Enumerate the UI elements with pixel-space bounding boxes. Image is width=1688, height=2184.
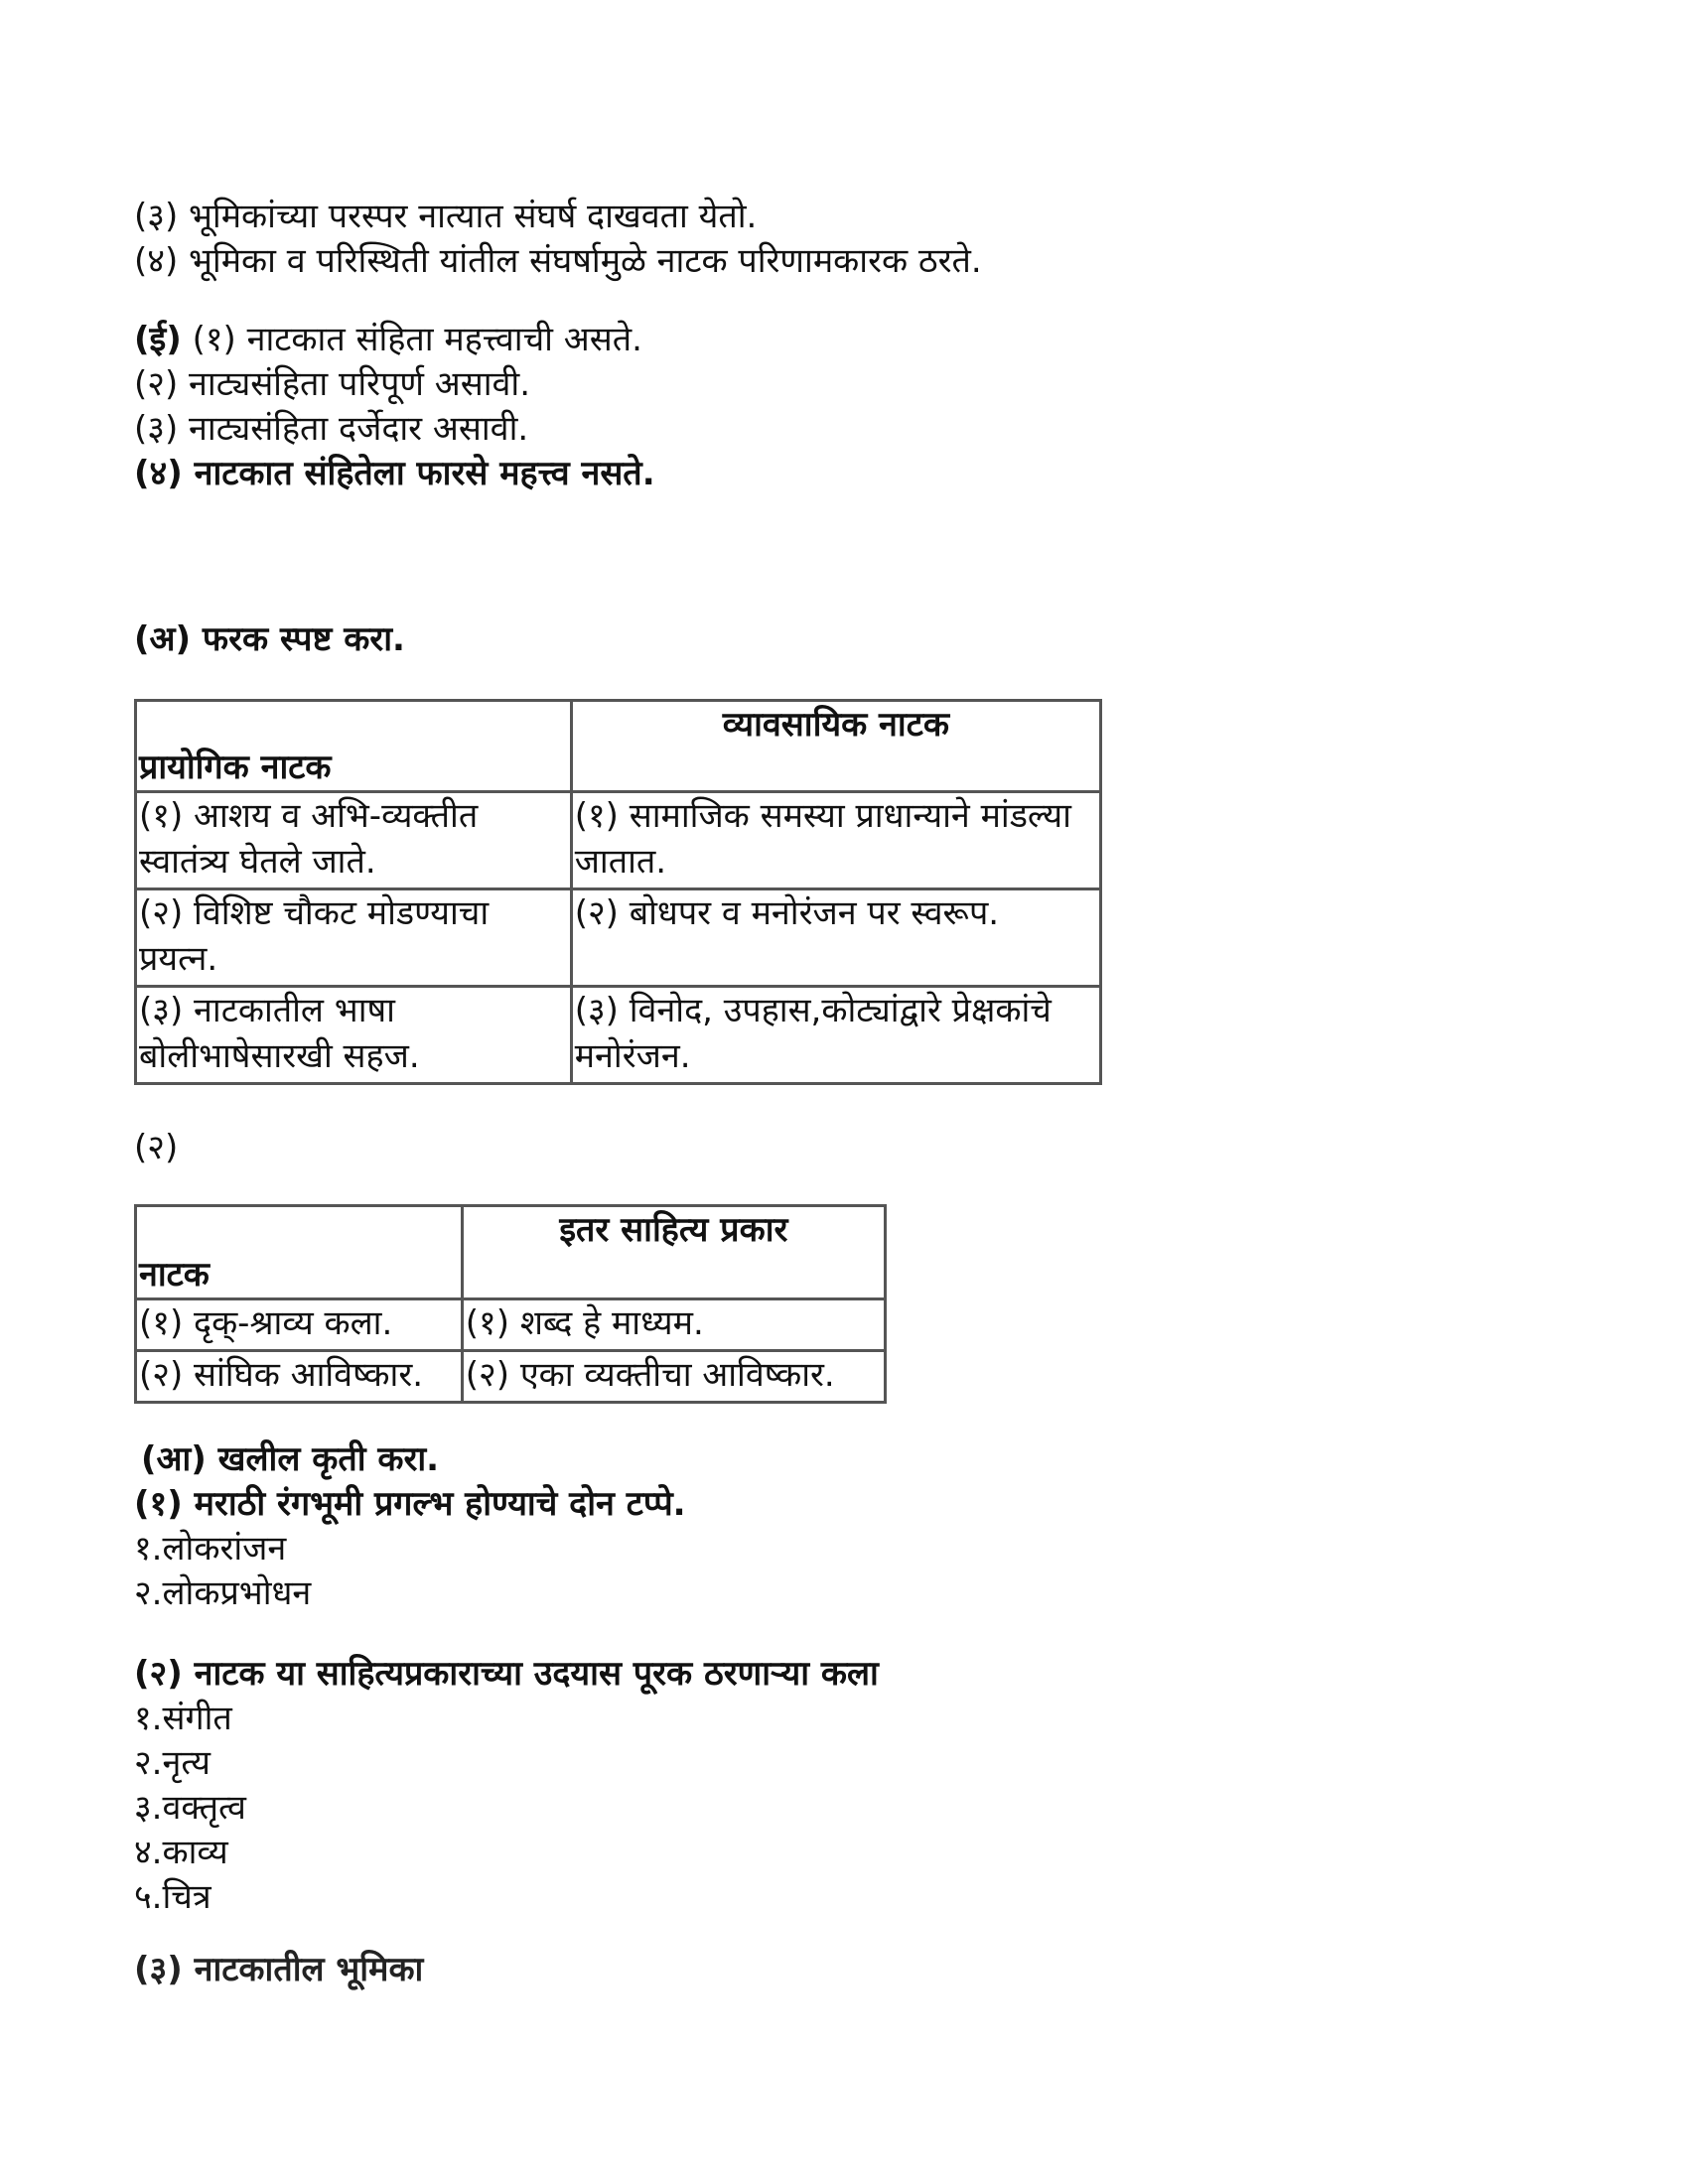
- table-header-row: [136, 1206, 886, 1299]
- q1-title: (१) मराठी रंगभूमी प्रगल्भ होण्याचे दोन टप्पे.: [134, 1484, 686, 1524]
- table-cell: (३) नाटकातील भाषा बोलीभाषेसारखी सहज.: [136, 987, 572, 1084]
- table-cell: (२) एका व्यक्तीचा आविष्कार.: [462, 1351, 885, 1403]
- table-row: [136, 889, 1101, 987]
- intro-line: (३) भूमिकांच्या परस्पर नात्यात संघर्ष दाखवता येतो.: [134, 197, 758, 236]
- section-i-first: (१) नाटकात संहिता महत्त्वाची असते.: [192, 320, 642, 359]
- table-cell: (३) विनोद, उपहास,कोट्यांद्वारे प्रेक्षकांचे मनोरंजन.: [571, 987, 1100, 1084]
- cut-off-text: (३) नाटकातील भूमिका: [134, 1950, 424, 1989]
- table-header-left: नाटक: [136, 1206, 463, 1299]
- section-aa-heading: (आ) खलील कृती करा.: [141, 1439, 440, 1479]
- table-row: [136, 1299, 886, 1351]
- table-header-right: व्यावसायिक नाटक: [571, 701, 1100, 792]
- cut-off-line: [134, 1950, 730, 1995]
- section-aa-q2: [134, 1652, 879, 1920]
- list-item: ५.चित्र: [134, 1877, 211, 1917]
- section-i-label: (ई): [134, 320, 182, 359]
- section-i-bold-line: (४) नाटकात संहितेला फारसे महत्त्व नसते.: [134, 454, 655, 493]
- table-header-row: [136, 701, 1101, 792]
- table-row: [136, 1351, 886, 1403]
- table-row: [136, 792, 1101, 889]
- section-aa-heading-wrap: [141, 1437, 439, 1482]
- table-cell: (२) बोधपर व मनोरंजन पर स्वरूप.: [571, 889, 1100, 987]
- table-cell: (१) सामाजिक समस्या प्राधान्याने मांडल्या जातात.: [571, 792, 1100, 889]
- table-cell: (१) दृक्-श्राव्य कला.: [136, 1299, 463, 1351]
- intro-line: (४) भूमिका व परिस्थिती यांतील संघर्षामुळे नाटक परिणामकारक ठरते.: [134, 241, 982, 281]
- list-item: ४.काव्य: [134, 1833, 228, 1872]
- table-header-left: प्रायोगिक नाटक: [136, 701, 572, 792]
- list-item: २.नृत्य: [134, 1743, 211, 1783]
- table-cell: (२) विशिष्ट चौकट मोडण्याचा प्रयत्न.: [136, 889, 572, 987]
- list-item: ३.वक्तृत्व: [134, 1788, 246, 1828]
- section-i-line: (२) नाट्यसंहिता परिपूर्ण असावी.: [134, 364, 531, 404]
- table-cell: (१) आशय व अभि-व्यक्तीत स्वातंत्र्य घेतले जाते.: [136, 792, 572, 889]
- list-item: १.संगीत: [134, 1699, 232, 1738]
- section-i-line: (३) नाट्यसंहिता दर्जेदार असावी.: [134, 409, 529, 449]
- table-cell: (२) सांघिक आविष्कार.: [136, 1351, 463, 1403]
- table-cell: (१) शब्द हे माध्यम.: [462, 1299, 885, 1351]
- section-i: [134, 318, 655, 496]
- section-a-heading: (अ) फरक स्पष्ट करा.: [134, 619, 405, 659]
- intro-lines: [134, 195, 982, 284]
- comparison-table-2: [134, 1204, 887, 1404]
- q2-title: (२) नाटक या साहित्यप्रकाराच्या उदयास पूरक ठरणाऱ्या कला: [134, 1654, 879, 1694]
- list-item: १.लोकरांजन: [134, 1529, 287, 1569]
- table-row: [136, 987, 1101, 1084]
- section-i-first-line: [134, 318, 655, 362]
- comparison-table-1: [134, 699, 1102, 1085]
- section-aa-q1: [134, 1482, 686, 1616]
- table-header-right: इतर साहित्य प्रकार: [462, 1206, 885, 1299]
- table-2-label: (२): [134, 1128, 179, 1167]
- list-item: २.लोकप्रभोधन: [134, 1573, 312, 1613]
